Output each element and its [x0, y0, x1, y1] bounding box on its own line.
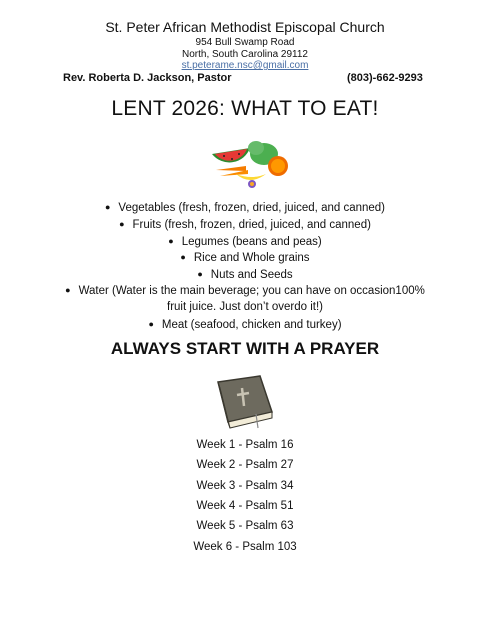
page-title: LENT 2026: WHAT TO EAT! — [111, 97, 379, 120]
week-reading: Week 4 - Psalm 51 — [196, 500, 294, 512]
list-item: ● Nuts and Seeds — [197, 269, 293, 281]
prayer-heading: ALWAYS START WITH A PRAYER — [110, 339, 380, 358]
pastor-name: Rev. Roberta D. Jackson, Pastor — [63, 72, 232, 84]
bullet-icon: ● — [104, 202, 111, 212]
bullet-icon: ● — [65, 285, 71, 295]
bible-icon — [210, 372, 276, 430]
list-item: ● Water (Water is the main beverage; you can have on occasion100% fruit juice. Just don’t overdo it!) — [65, 285, 425, 313]
list-item: ● Legumes (beans and peas) — [168, 236, 322, 248]
bullet-icon: ● — [119, 219, 125, 229]
list-item: ● Rice and Whole grains — [180, 252, 310, 264]
week-reading: Week 2 - Psalm 27 — [196, 459, 294, 471]
phone-number: (803)-662-9293 — [347, 72, 423, 84]
week-reading: Week 6 - Psalm 103 — [193, 541, 297, 553]
week-reading: Week 3 - Psalm 34 — [196, 480, 294, 492]
address-line-1: 954 Bull Swamp Road — [195, 37, 295, 48]
week-reading: Week 5 - Psalm 63 — [196, 520, 294, 532]
list-item: ● Vegetables (fresh, frozen, dried, juiced, and canned) — [104, 202, 386, 214]
list-item: ● Meat (seafood, chicken and turkey) — [148, 319, 342, 331]
email-link[interactable]: st.peterame.nsc@gmail.com — [181, 60, 309, 71]
bullet-icon: ● — [197, 269, 203, 279]
church-name: St. Peter African Methodist Episcopal Church — [105, 19, 385, 35]
address-line-2: North, South Carolina 29112 — [181, 49, 308, 60]
fruit-vegetables-icon — [206, 136, 290, 192]
week-reading: Week 1 - Psalm 16 — [196, 439, 294, 451]
list-item: ● Fruits (fresh, frozen, dried, juiced, and canned) — [119, 219, 371, 231]
bullet-icon: ● — [180, 252, 186, 262]
bullet-icon: ● — [168, 236, 174, 246]
bullet-icon: ● — [148, 319, 154, 329]
